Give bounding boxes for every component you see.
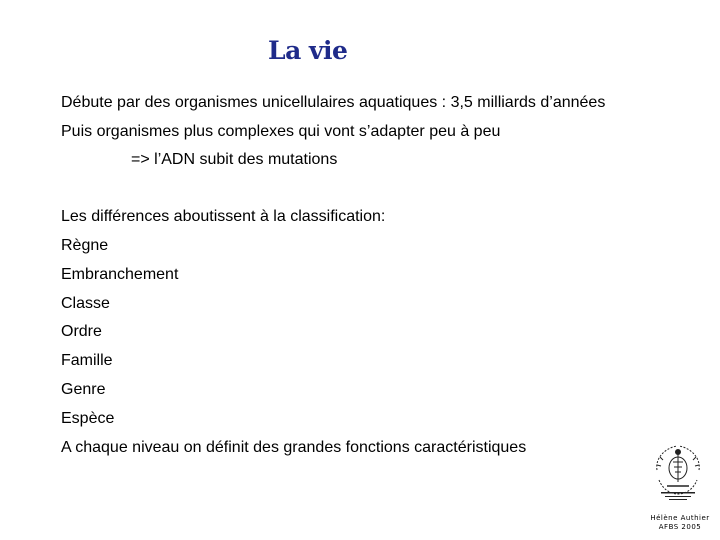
text-line-complex-organisms: Puis organismes plus complexes qui vont s’adapter peu à peu [61,123,501,140]
organisation-year: AFBS 2005 [658,523,702,531]
rank-famille: Famille [61,352,113,369]
text-line-mutations: => l’ADN subit des mutations [131,151,338,168]
rank-embranchement: Embranchement [61,266,179,283]
rank-ordre: Ordre [61,323,102,340]
rank-genre: Genre [61,381,106,398]
rank-classe: Classe [61,295,110,312]
author-name: Hélène Authier [650,514,710,522]
rank-regne: Règne [61,237,109,254]
emblem-logo-icon [647,440,709,502]
text-line-origin: Débute par des organismes unicellulaires aquatiques : 3,5 milliards d’années [61,94,606,111]
text-line-classification: Les différences aboutissent à la classification: [61,208,386,225]
author-credit [648,514,712,532]
text-line-functions: A chaque niveau on définit des grandes fonctions caractéristiques [61,439,527,456]
slide-title: La vie [268,36,348,65]
rank-espece: Espèce [61,410,115,427]
